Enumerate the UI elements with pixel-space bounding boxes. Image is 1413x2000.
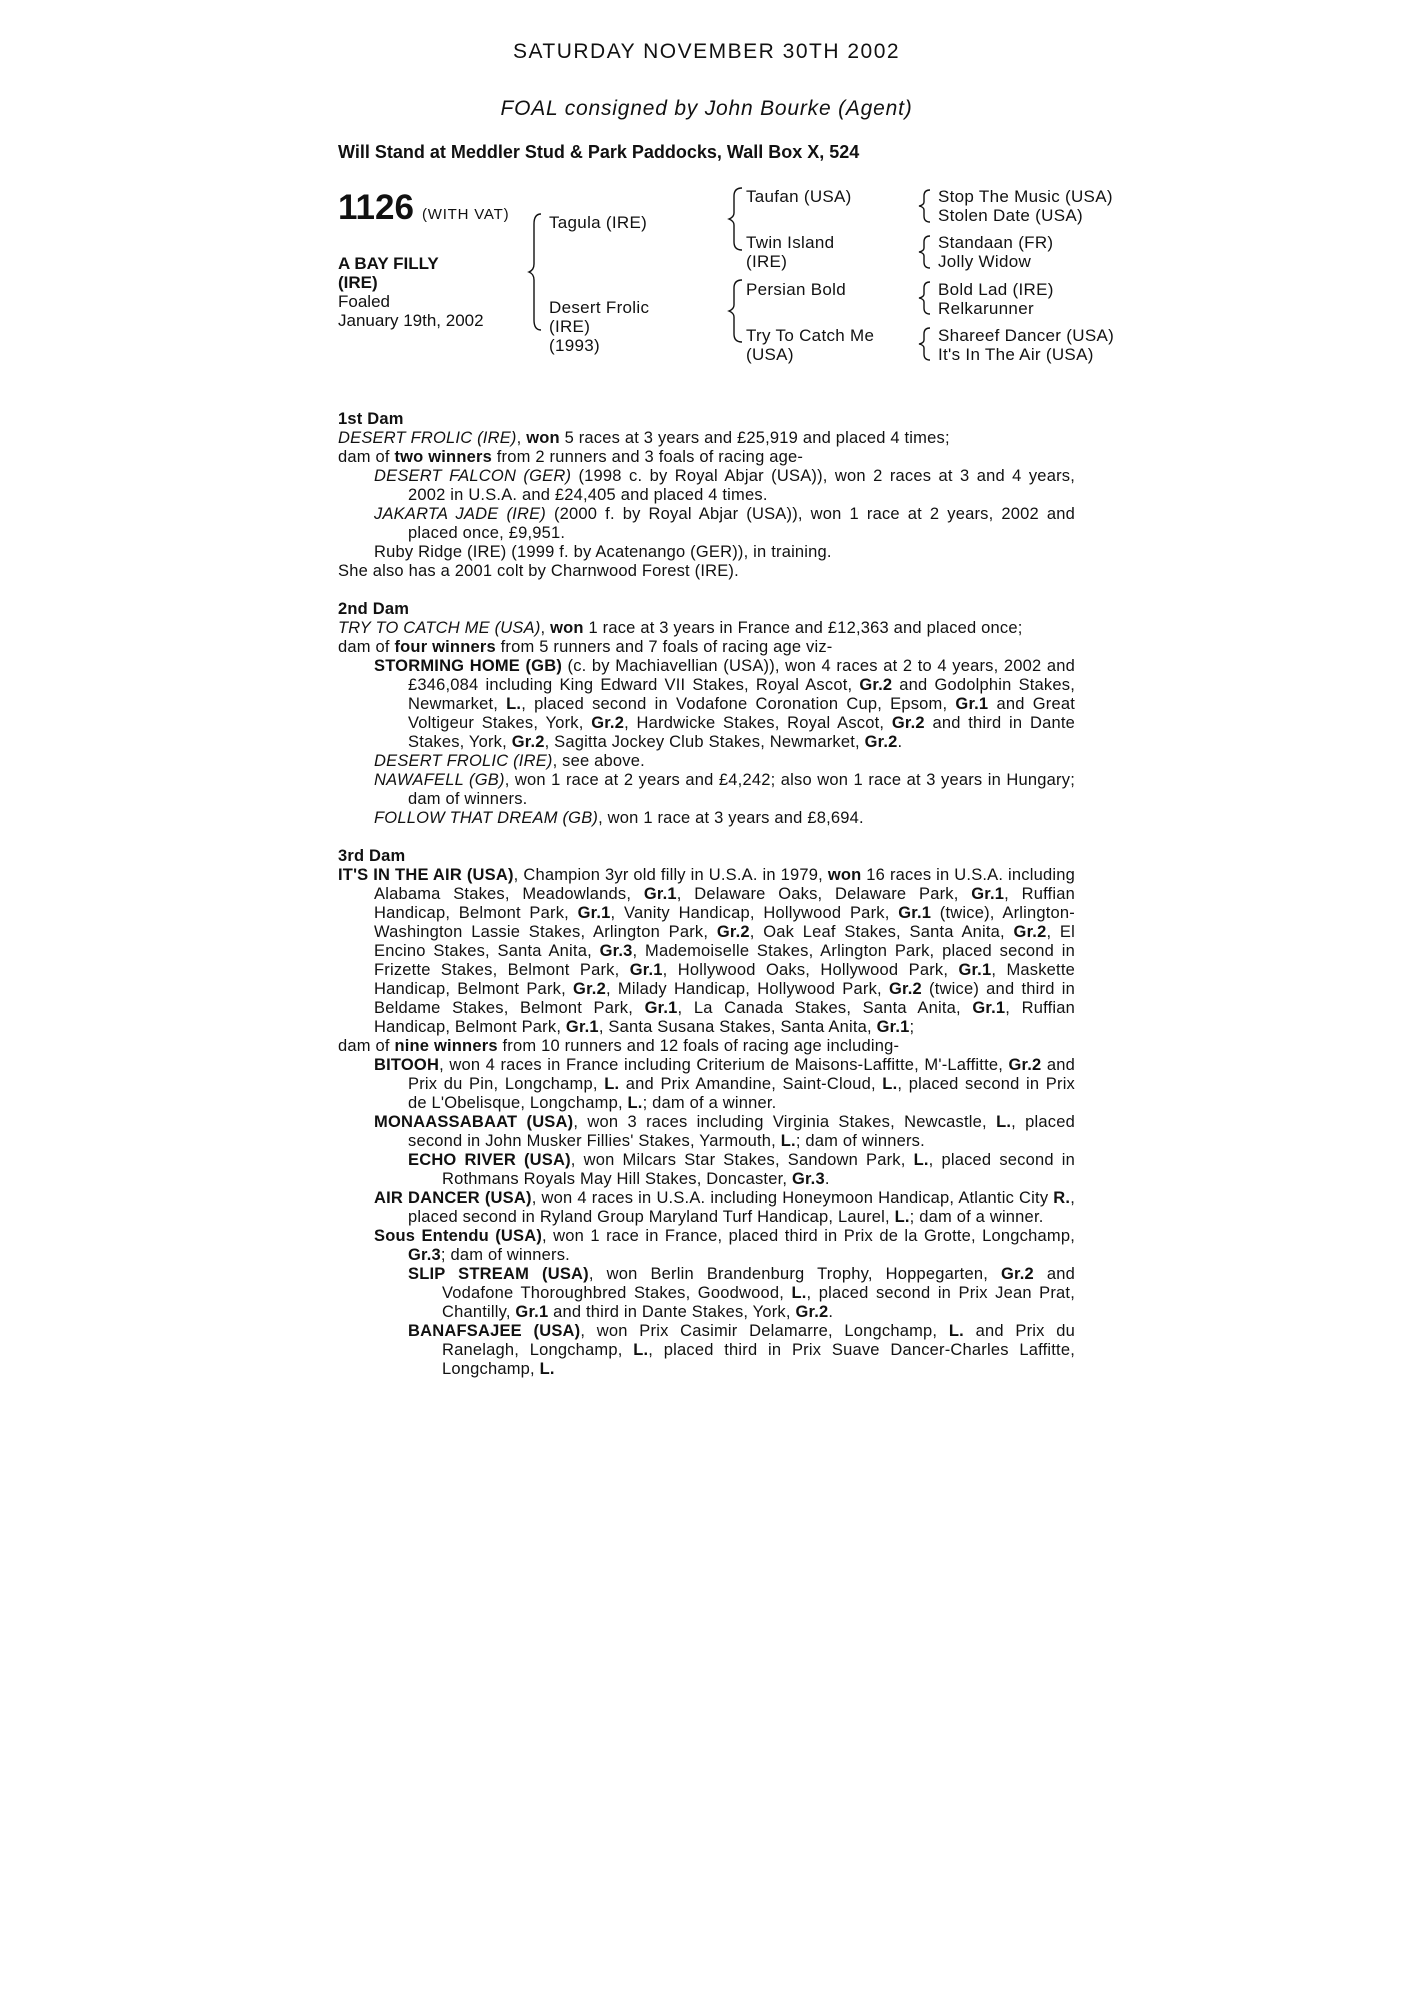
- second-dam-offspring-2: DESERT FROLIC (IRE), see above.: [374, 752, 645, 770]
- foaled-date: January 19th, 2002: [338, 311, 484, 330]
- sale-date: SATURDAY NOVEMBER 30TH 2002: [512, 40, 901, 63]
- pedigree-bracket-main: [528, 212, 544, 332]
- third-dam-heading: 3rd Dam: [338, 847, 406, 865]
- second-dam-offspring-4: FOLLOW THAT DREAM (GB), won 1 race at 3 years and £8,694.: [374, 809, 864, 827]
- pedigree-bracket-dd: [918, 326, 932, 362]
- first-dam-record: DESERT FROLIC (IRE), won 5 races at 3 years and £25,919 and placed 4 times;: [338, 429, 950, 447]
- pedigree-dam-sire: Persian Bold: [746, 280, 846, 299]
- horse-name: A BAY FILLY: [338, 254, 439, 273]
- first-dam-produce-summary: dam of two winners from 2 runners and 3 foals of racing age-: [338, 448, 804, 466]
- pedigree-bracket-sire: [728, 186, 744, 252]
- stand-location: Will Stand at Meddler Stud & Park Paddocks, Wall Box X, 524: [338, 142, 860, 162]
- horse-origin: (IRE): [338, 273, 378, 292]
- pedigree-bracket-ds: [918, 280, 932, 316]
- pedigree-sire-dam: Twin Island (IRE): [746, 233, 835, 271]
- horse-description: [338, 254, 484, 330]
- pedigree-gen3-stolen-date: Stolen Date (USA): [938, 206, 1083, 225]
- catalogue-body: [338, 410, 1075, 1379]
- grand-offspring-banafsajee: BANAFSAJEE (USA), won Prix Casimir Delamarre, Longchamp, L. and Prix du Ranelagh, Longchamp, L., placed third in Prix Suave Dancer-Charles Laffitte, Longchamp, L.: [408, 1322, 1076, 1378]
- third-dam-offspring-sous-entendu: Sous Entendu (USA), won 1 race in France, placed third in Prix de la Grotte, Longchamp, Gr.3; dam of winners.: [374, 1227, 1075, 1264]
- first-dam-offspring-2: JAKARTA JADE (IRE) (2000 f. by Royal Abjar (USA)), won 1 race at 2 years, 2002 and placed once, £9,951.: [374, 505, 1075, 542]
- pedigree-gen3-standaan: Standaan (FR): [938, 233, 1054, 252]
- first-dam-also: She also has a 2001 colt by Charnwood Forest (IRE).: [338, 562, 739, 580]
- pedigree-bracket-sd: [918, 234, 932, 270]
- pedigree-gen3-shareef-dancer: Shareef Dancer (USA): [938, 326, 1115, 345]
- pedigree-dam: Desert Frolic (IRE) (1993): [549, 298, 650, 355]
- third-dam-offspring-bitooh: BITOOH, won 4 races in France including Criterium de Maisons-Laffitte, M'-Laffitte, Gr.2 and Prix du Pin, Longchamp, L. and Prix Amandine, Saint-Cloud, L., placed second in Prix de L'Obelisque, Longchamp, L.; dam of a winner.: [374, 1056, 1076, 1112]
- lot-header: [338, 188, 509, 228]
- first-dam-offspring-1: DESERT FALCON (GER) (1998 c. by Royal Abjar (USA)), won 2 races at 3 and 4 years, 2002 in U.S.A. and £24,405 and placed 4 times.: [374, 467, 1075, 504]
- third-dam-offspring-monaassabaat: MONAASSABAAT (USA), won 3 races including Virginia Stakes, Newcastle, L., placed second in John Musker Fillies' Stakes, Yarmouth, L.; dam of winners.: [374, 1113, 1075, 1150]
- pedigree-dam-dam: Try To Catch Me (USA): [746, 326, 875, 364]
- lot-number: 1126: [338, 188, 414, 227]
- pedigree-gen3-bold-lad: Bold Lad (IRE): [938, 280, 1054, 299]
- second-dam-heading: 2nd Dam: [338, 600, 410, 618]
- grand-offspring-slip-stream: SLIP STREAM (USA), won Berlin Brandenburg Trophy, Hoppegarten, Gr.2 and Vodafone Thoroughbred Stakes, Goodwood, L., placed second in Prix Jean Prat, Chantilly, Gr.1 and third in Dante Stakes, York, Gr.2.: [408, 1265, 1076, 1321]
- pedigree-gen3-stop-the-music: Stop The Music (USA): [938, 187, 1113, 206]
- pedigree-gen3-its-in-the-air: It's In The Air (USA): [938, 345, 1094, 364]
- second-dam-record: TRY TO CATCH ME (USA), won 1 race at 3 years in France and £12,363 and placed once;: [338, 619, 1023, 637]
- grand-offspring-echo-river: ECHO RIVER (USA), won Milcars Star Stakes, Sandown Park, L., placed second in Rothmans Royals May Hill Stakes, Doncaster, Gr.3.: [408, 1151, 1076, 1188]
- vat-note: (WITH VAT): [421, 206, 510, 223]
- second-dam-offspring-3: NAWAFELL (GB), won 1 race at 2 years and £4,242; also won 1 race at 3 years in Hungary; dam of winners.: [374, 771, 1075, 808]
- second-dam-offspring-1: STORMING HOME (GB) (c. by Machiavellian (USA)), won 4 races at 2 to 4 years, 2002 and £346,084 including King Edward VII Stakes, Royal Ascot, Gr.2 and Godolphin Stakes, Newmarket, L., placed second in Vodafone Coronation Cup, Epsom, Gr.1 and Great Voltigeur Stakes, York, Gr.2, Hardwicke Stakes, Royal Ascot, Gr.2 and third in Dante Stakes, York, Gr.2, Sagitta Jockey Club Stakes, Newmarket, Gr.2.: [374, 657, 1075, 751]
- second-dam-produce-summary: dam of four winners from 5 runners and 7 foals of racing age viz-: [338, 638, 833, 656]
- third-dam-produce-summary: dam of nine winners from 10 runners and 12 foals of racing age including-: [338, 1037, 900, 1055]
- pedigree-bracket-ss: [918, 188, 932, 224]
- pedigree-gen3-relkarunner: Relkarunner: [938, 299, 1034, 318]
- pedigree-bracket-dam: [728, 278, 744, 344]
- first-dam-heading: 1st Dam: [338, 410, 404, 428]
- pedigree-gen3-jolly-widow: Jolly Widow: [938, 252, 1032, 271]
- consignor-line: FOAL consigned by John Bourke (Agent): [500, 97, 913, 120]
- pedigree-sire-sire: Taufan (USA): [746, 187, 852, 206]
- third-dam-offspring-air-dancer: AIR DANCER (USA), won 4 races in U.S.A. including Honeymoon Handicap, Atlantic City R., placed second in Ryland Group Maryland Turf Handicap, Laurel, L.; dam of a winner.: [374, 1189, 1075, 1226]
- foaled-label: Foaled: [338, 292, 390, 311]
- third-dam-record: IT'S IN THE AIR (USA), Champion 3yr old filly in U.S.A. in 1979, won 16 races in U.S.A. including Alabama Stakes, Meadowlands, Gr.1, Delaware Oaks, Delaware Park, Gr.1, Ruffian Handicap, Belmont Park, Gr.1, Vanity Handicap, Hollywood Park, Gr.1 (twice), Arlington-Washington Lassie Stakes, Arlington Park, Gr.2, Oak Leaf Stakes, Santa Anita, Gr.2, El Encino Stakes, Santa Anita, Gr.3, Mademoiselle Stakes, Arlington Park, placed second in Frizette Stakes, Belmont Park, Gr.1, Hollywood Oaks, Hollywood Park, Gr.1, Maskette Handicap, Belmont Park, Gr.2, Milady Handicap, Hollywood Park, Gr.2 (twice) and third in Beldame Stakes, Belmont Park, Gr.1, La Canada Stakes, Santa Anita, Gr.1, Ruffian Handicap, Belmont Park, Gr.1, Santa Susana Stakes, Santa Anita, Gr.1;: [338, 866, 1076, 1036]
- first-dam-offspring-3: Ruby Ridge (IRE) (1999 f. by Acatenango (GER)), in training.: [374, 543, 832, 561]
- pedigree-sire: Tagula (IRE): [549, 213, 648, 232]
